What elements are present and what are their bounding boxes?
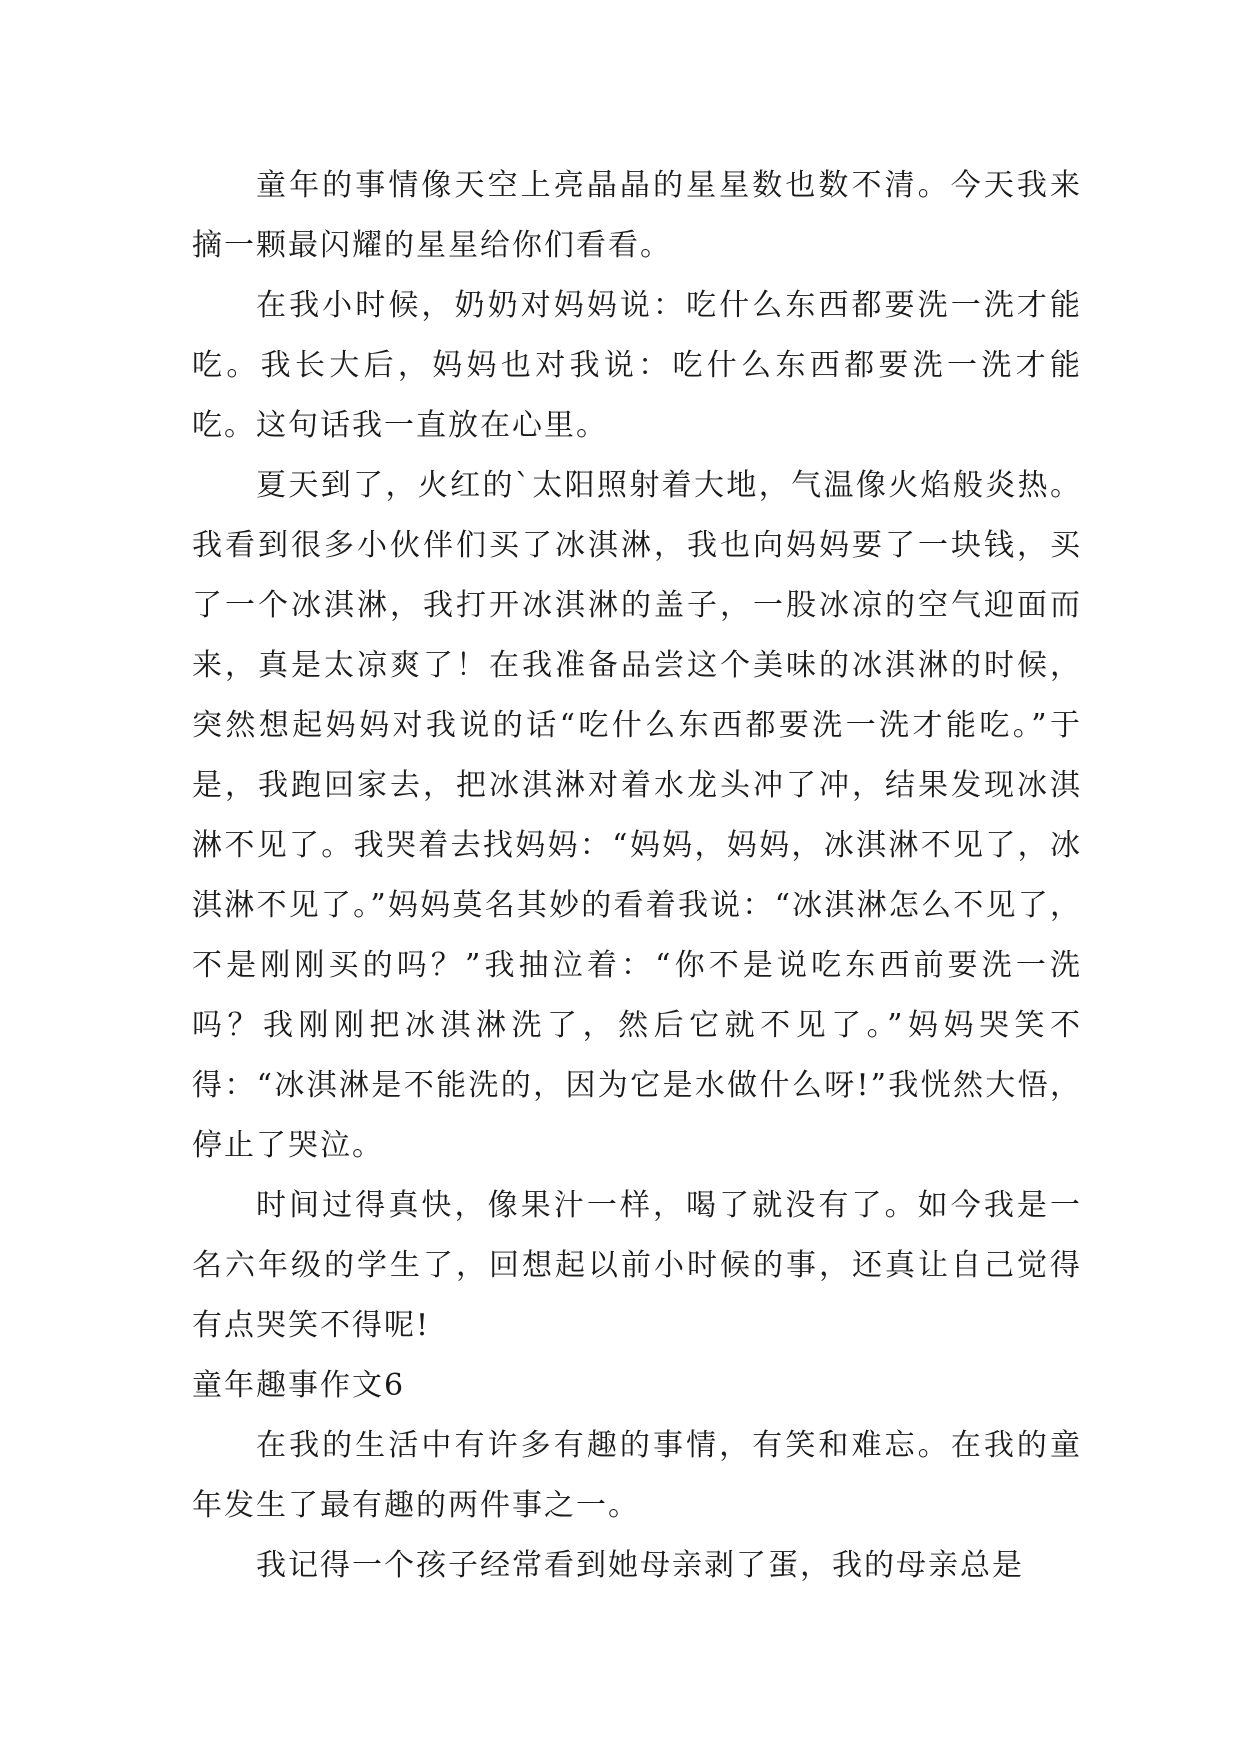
paragraph-ice-cream-story: 夏天到了，火红的`太阳照射着大地，气温像火焰般炎热。我看到很多小伙伴们买了冰淇淋，我也向妈妈要了一块钱，买了一个冰淇淋，我打开冰淇淋的盖子，一股冰凉的空气迎面而来，真是太凉爽了！在我准备品尝这个美味的冰淇淋的时候，突然想起妈妈对我说的话“吃什么东西都要洗一洗才能吃。”于是，我跑回家去，把冰淇淋对着水龙头冲了冲，结果发现冰淇淋不见了。我哭着去找妈妈：“妈妈，妈妈，冰淇淋不见了，冰淇淋不见了。”妈妈莫名其妙的看着我说：“冰淇淋怎么不见了，不是刚刚买的吗？”我抽泣着：“你不是说吃东西前要洗一洗吗？我刚刚把冰淇淋洗了，然后它就不见了。”妈妈哭笑不得：“冰淇淋是不能洗的，因为它是水做什么呀!”我恍然大悟，停止了哭泣。 bbox=[192, 468, 1082, 1163]
document-body bbox=[192, 156, 1082, 1596]
paragraph-intro: 童年的事情像天空上亮晶晶的星星数也数不清。今天我来摘一颗最闪耀的星星给你们看看。 bbox=[192, 168, 1082, 263]
paragraph-reflection: 时间过得真快，像果汁一样，喝了就没有了。如今我是一名六年级的学生了，回想起以前小时候的事，还真让自己觉得有点哭笑不得呢! bbox=[192, 1188, 1082, 1343]
paragraph-essay6-intro: 在我的生活中有许多有趣的事情，有笑和难忘。在我的童年发生了最有趣的两件事之一。 bbox=[192, 1428, 1082, 1523]
paragraph-essay6-egg: 我记得一个孩子经常看到她母亲剥了蛋，我的母亲总是 bbox=[256, 1548, 1024, 1583]
section-heading: 童年趣事作文6 bbox=[192, 1368, 406, 1403]
paragraph-grandma-saying: 在我小时候，奶奶对妈妈说：吃什么东西都要洗一洗才能吃。我长大后，妈妈也对我说：吃什么东西都要洗一洗才能吃。这句话我一直放在心里。 bbox=[192, 288, 1082, 443]
